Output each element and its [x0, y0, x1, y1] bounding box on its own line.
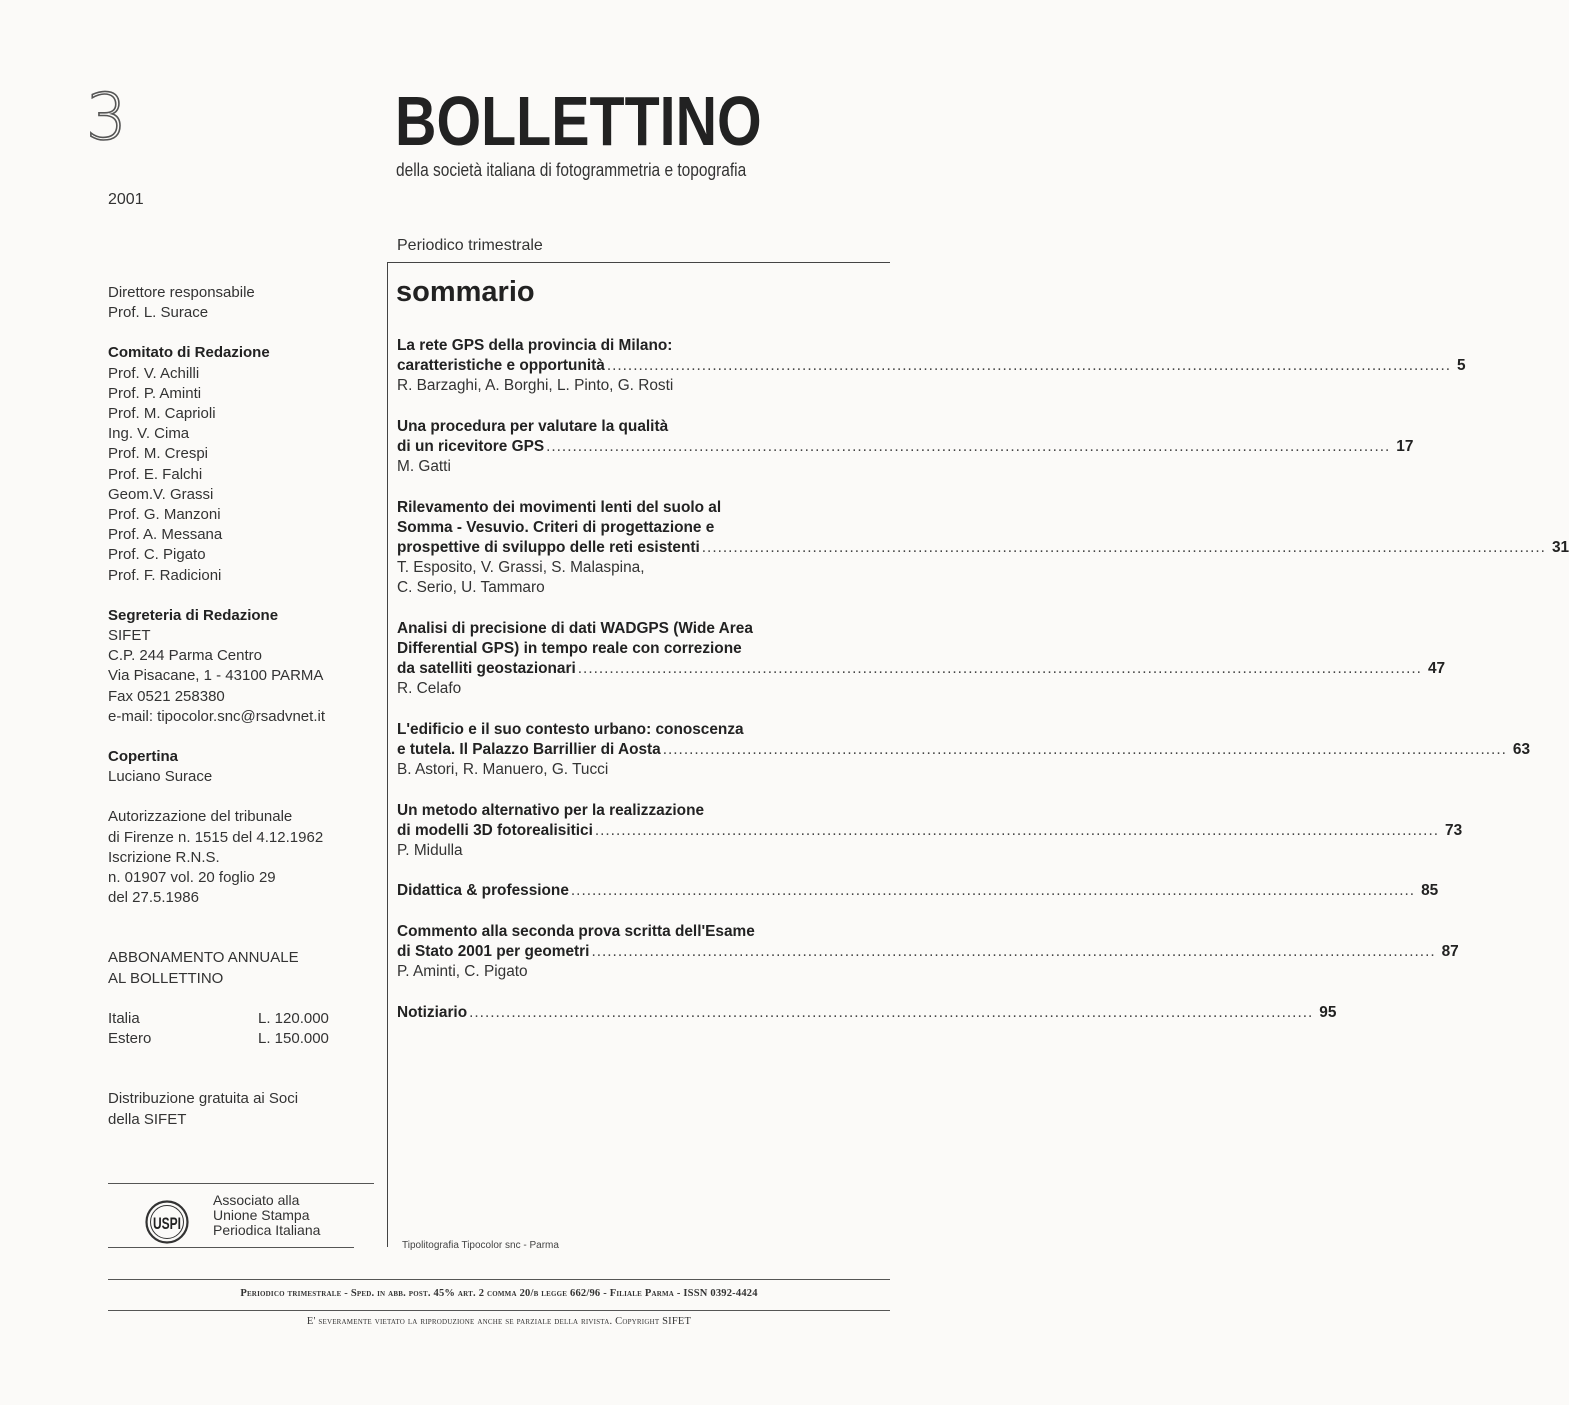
subscription-price: L. 150.000	[258, 1030, 329, 1048]
committee-member: Geom.V. Grassi	[108, 485, 214, 503]
toc-page-number: 63	[1512, 741, 1531, 758]
toc-leader-dots: ................................................................................................................................................................	[662, 741, 1507, 758]
toc-title-line: Commento alla seconda prova scritta dell'Esame	[397, 922, 755, 940]
committee-member: Prof. M. Crespi	[108, 445, 209, 463]
authorization-line: n. 01907 vol. 20 foglio 29	[108, 869, 276, 887]
toc-authors: B. Astori, R. Manuero, G. Tucci	[397, 761, 609, 779]
logo-divider-top	[108, 1183, 374, 1184]
toc-authors: P. Midulla	[397, 842, 463, 859]
column-divider	[387, 262, 388, 1247]
distribution-line: Distribuzione gratuita ai Soci	[108, 1090, 299, 1108]
toc-title-last-line	[397, 821, 1463, 841]
authorization-line: di Firenze n. 1515 del 4.12.1962	[108, 828, 324, 846]
toc-title-last-line	[397, 659, 1446, 679]
authorization-block	[108, 807, 378, 908]
toc-title-line: Differential GPS) in tempo reale con correzione	[397, 640, 742, 657]
toc-entry[interactable]	[397, 498, 1569, 599]
toc-title-text: di un ricevitore GPS	[397, 438, 545, 455]
committee-block	[108, 343, 378, 585]
toc-title-last-line	[397, 740, 1531, 760]
toc-title-last-line	[397, 437, 1414, 457]
secretariat-line: e-mail: tipocolor.snc@rsadvnet.it	[108, 707, 325, 725]
logo-divider-bottom	[108, 1247, 354, 1248]
toc-title-last-line	[397, 1003, 1337, 1023]
toc-page-number: 17	[1396, 438, 1414, 455]
toc-page-number: 5	[1457, 357, 1466, 375]
committee-member: Prof. G. Manzoni	[108, 506, 221, 524]
summary-heading: sommario	[396, 276, 535, 308]
toc-title-text: caratteristiche e opportunità	[397, 357, 605, 375]
committee-member: Prof. M. Caprioli	[108, 405, 216, 423]
secretariat-line: C.P. 244 Parma Centro	[108, 647, 262, 665]
issue-number: 3	[86, 81, 127, 155]
logo-caption-line: Periodica Italiana	[213, 1222, 321, 1238]
secretariat-heading: Segreteria di Redazione	[108, 606, 279, 624]
header-divider	[387, 262, 890, 263]
secretariat-line: Via Pisacane, 1 - 43100 PARMA	[108, 667, 324, 685]
toc-title-last-line	[397, 356, 1466, 376]
toc-title-line: La rete GPS della provincia di Milano:	[397, 337, 673, 354]
toc-entry[interactable]	[397, 619, 1446, 700]
committee-member: Prof. C. Pigato	[108, 546, 206, 564]
committee-member: Prof. V. Achilli	[108, 364, 200, 382]
periodicity-label: Periodico trimestrale	[397, 237, 543, 254]
toc-title-line: Un metodo alternativo per la realizzazione	[397, 801, 705, 819]
authorization-line: Autorizzazione del tribunale	[108, 808, 293, 826]
toc-authors: C. Serio, U. Tammaro	[397, 579, 545, 597]
toc-title-last-line	[397, 538, 1569, 558]
toc-title-text: Notiziario	[397, 1003, 468, 1021]
subscription-row	[108, 1009, 378, 1029]
secretariat-line: SIFET	[108, 627, 151, 645]
committee-member: Prof. F. Radicioni	[108, 566, 222, 584]
toc-title-last-line	[397, 942, 1459, 962]
toc-authors: P. Aminti, C. Pigato	[397, 963, 528, 981]
subscription-row	[108, 1029, 378, 1049]
toc-leader-dots: ................................................................................................................................................................	[570, 882, 1416, 900]
toc-title-line: Una procedura per valutare la qualità	[397, 417, 669, 435]
toc-leader-dots: ................................................................................................................................................................	[591, 942, 1436, 960]
journal-title: BOLLETTINO	[395, 82, 762, 160]
subscription-title-line: ABBONAMENTO ANNUALE	[108, 949, 299, 967]
toc-leader-dots: ................................................................................................................................................................	[577, 660, 1422, 678]
secretariat-block	[108, 606, 378, 727]
subscription-title-line: AL BOLLETTINO	[108, 969, 224, 987]
cover-heading: Copertina	[108, 748, 179, 766]
director-label: Direttore responsabile	[108, 284, 255, 301]
journal-subtitle: della società italiana di fotogrammetria e topografia	[396, 160, 747, 180]
distribution-note	[108, 1089, 378, 1129]
toc-page-number: 95	[1319, 1003, 1337, 1021]
toc-entry[interactable]	[397, 801, 1463, 862]
authorization-line: del 27.5.1986	[108, 889, 199, 907]
table-of-contents	[397, 336, 1569, 1043]
svg-text:USPI: USPI	[153, 1214, 181, 1233]
logo-caption-line: Associato alla	[213, 1192, 300, 1208]
toc-title-text: di modelli 3D fotorealisitici	[397, 821, 593, 839]
toc-entry[interactable]	[397, 720, 1531, 781]
logo-caption-line: Unione Stampa	[213, 1207, 310, 1223]
cover-block	[108, 747, 378, 787]
toc-title-line: L'edificio e il suo contesto urbano: conoscenza	[397, 720, 744, 738]
toc-title-line: Rilevamento dei movimenti lenti del suolo al	[397, 498, 722, 516]
toc-title-last-line	[397, 881, 1439, 901]
subscription-heading	[108, 948, 378, 988]
toc-authors: R. Barzaghi, A. Borghi, L. Pinto, G. Rosti	[397, 377, 674, 395]
logo-caption	[213, 1193, 320, 1238]
subscription-region: Italia	[108, 1009, 140, 1027]
footer-rule-top	[108, 1279, 890, 1280]
committee-heading: Comitato di Redazione	[108, 344, 270, 362]
committee-list	[108, 364, 378, 586]
committee-member: Prof. P. Aminti	[108, 384, 202, 402]
subscription-price: L. 120.000	[258, 1009, 329, 1027]
toc-leader-dots: ................................................................................................................................................................	[701, 539, 1546, 556]
toc-leader-dots: ................................................................................................................................................................	[546, 438, 1391, 455]
toc-title-text: da satelliti geostazionari	[397, 660, 576, 678]
toc-title-text: e tutela. Il Palazzo Barrillier di Aosta	[397, 741, 661, 758]
toc-page-number: 85	[1421, 882, 1439, 900]
subscription-prices	[108, 1009, 378, 1049]
subscription-region: Estero	[108, 1030, 152, 1048]
toc-entry[interactable]	[397, 1003, 1337, 1023]
toc-leader-dots: ................................................................................................................................................................	[594, 821, 1440, 839]
toc-entry[interactable]	[397, 336, 1466, 397]
secretariat-line: Fax 0521 258380	[108, 687, 225, 705]
distribution-line: della SIFET	[108, 1110, 187, 1128]
toc-entry[interactable]	[397, 922, 1459, 983]
issue-year: 2001	[108, 191, 144, 208]
committee-member: Prof. A. Messana	[108, 526, 223, 544]
toc-page-number: 87	[1441, 942, 1459, 960]
director-name: Prof. L. Surace	[108, 304, 209, 322]
toc-page-number: 47	[1427, 660, 1446, 678]
committee-member: Prof. E. Falchi	[108, 465, 203, 483]
toc-title-line: Analisi di precisione di dati WADGPS (Wide Area	[397, 619, 753, 637]
toc-title-text: Didattica & professione	[397, 882, 569, 900]
toc-authors: T. Esposito, V. Grassi, S. Malaspina,	[397, 559, 645, 577]
toc-page-number: 73	[1445, 821, 1463, 839]
uspi-logo-icon	[145, 1200, 189, 1244]
toc-title-text: di Stato 2001 per geometri	[397, 942, 590, 960]
toc-title-line: Somma - Vesuvio. Criteri di progettazione e	[397, 518, 715, 536]
toc-title-text: prospettive di sviluppo delle reti esistenti	[397, 539, 700, 556]
footer-rule-bottom	[108, 1310, 890, 1311]
toc-authors: M. Gatti	[397, 458, 451, 476]
toc-authors: R. Celafo	[397, 680, 462, 698]
toc-entry[interactable]	[397, 417, 1414, 478]
toc-page-number: 31	[1551, 539, 1569, 556]
cover-credit: Luciano Surace	[108, 768, 213, 786]
director-block	[108, 283, 378, 323]
postal-info: Periodico trimestrale - Sped. in abb. post. 45% art. 2 comma 20/b legge 662/96 - Filiale Parma - ISSN 0392-4424	[240, 1288, 758, 1299]
secretariat-list	[108, 626, 378, 727]
printer-credit: Tipolitografia Tipocolor snc - Parma	[402, 1240, 559, 1251]
toc-leader-dots: ................................................................................................................................................................	[469, 1003, 1314, 1021]
authorization-line: Iscrizione R.N.S.	[108, 848, 220, 866]
masthead	[108, 283, 378, 1150]
copyright-notice: E' severamente vietato la riproduzione anche se parziale della rivista. Copyright SIFET	[306, 1316, 692, 1327]
toc-entry[interactable]	[397, 881, 1439, 901]
committee-member: Ing. V. Cima	[108, 425, 190, 443]
toc-leader-dots: ................................................................................................................................................................	[606, 357, 1451, 375]
